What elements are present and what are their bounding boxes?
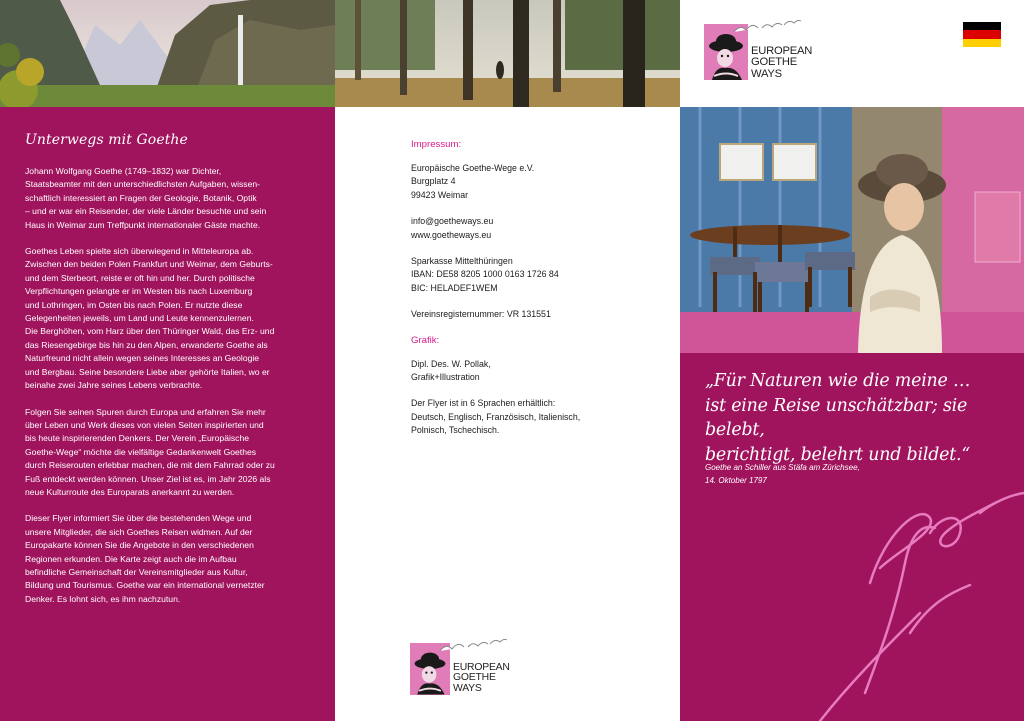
logo-line-goethe: GOETHE [453, 672, 496, 684]
flag-stripe-gold [963, 39, 1001, 47]
flyer-paragraph: Dieser Flyer informiert Sie über die bestehenden Wege und unsere Mitglieder, die sich Goethes Reisen widmen. Auf der Europakarte können Sie die Angebote in den verschiedenen Regionen erkunden. Die Karte zeigt auch die im Aufbau befindliche Gemeinschaft der Vereinsmitglieder aus Kultur, Bildung und Tourismus. Goethe war ein international vernetzter Denker. Es lohnt sich, es ihm nachzutun. [25, 513, 265, 604]
logo-line-ways: WAYS [751, 67, 782, 80]
forest-path-photo [335, 0, 680, 107]
impressum-heading: Impressum: [411, 139, 462, 150]
quote-source: Goethe an Schiller aus Stäfa am Zürichsee, 14. Oktober 1797 [705, 463, 860, 485]
german-flag-icon[interactable] [963, 22, 1001, 47]
quote-panel [680, 353, 1024, 721]
logo-line-goethe: GOETHE [751, 56, 798, 68]
european-goethe-ways-logo-bottom [410, 643, 510, 695]
logo-line-european: EUROPEAN [453, 661, 510, 673]
address-block: Europäische Goethe-Wege e.V. Burgplatz 4 99423 Weimar [411, 163, 535, 200]
grafik-heading: Grafik: [411, 334, 440, 346]
mountain-waterfall-photo [0, 0, 335, 107]
goethe-quote: „Für Naturen wie die meine … ist eine Reise unschätzbar; sie belebt, berichtigt, belehrt und bildet.“ [705, 371, 971, 465]
logo-line-ways: WAYS [453, 683, 482, 695]
register-number: Vereinsregisternummer: VR 131551 [411, 309, 551, 320]
flag-stripe-red [963, 30, 1001, 38]
grafik-credit: Dipl. Des. W. Pollak, Grafik+Illustration [411, 358, 491, 383]
languages-block: Der Flyer ist in 6 Sprachen erhältlich: Deutsch, Englisch, Französisch, Italienisch, Polnisch, Tschechisch. [411, 398, 581, 436]
imprint-panel [335, 107, 680, 721]
birds-icon [438, 637, 508, 659]
goethe-interior-photo [680, 107, 1024, 353]
birds-icon [732, 18, 802, 40]
european-goethe-ways-logo [704, 24, 812, 80]
life-paragraph: Goethes Leben spielte sich überwiegend in Mitteleuropa ab. Zwischen den beiden Polen Frankfurt und Weimar, dem Geburts- und dem Sterbeort, reiste er oft hin und her. Durch politische Verpflichtungen gelangte er im Westen bis nach Luxemburg und Lothringen, im Osten bis nach Polen. Er nutzte diese Gelegenheiten jeweils, um Land und Leute kennenzulernen. Die Berghöhen, vom Harz über den Thüringer Wald, das Erz- und das Riesengebirge bis hin zu den Alpen, erwanderte Goethe als Naturfreund nicht allein wegen seines Interesses an Geologie und Bergbau. Seine besondere Liebe aber gehörte Italien, wo er beinahe zwei Jahre seines Lebens verbrachte. [25, 246, 275, 391]
left-panel [0, 107, 335, 721]
flag-stripe-black [963, 22, 1001, 30]
contact-block: info@goetheways.eu www.goetheways.eu [411, 216, 494, 240]
logo-line-european: EUROPEAN [751, 44, 813, 57]
association-paragraph: Folgen Sie seinen Spuren durch Europa und erfahren Sie mehr über Leben und Werk dieses von vielen Seiten inspirierten und bis heute inspirierenden Denkers. Der Verein „Europäische Goethe-Wege“ möchte die vielfältige Gedankenwelt Goethes durch Reiserouten erlebbar machen, die mit dem Fahrrad oder zu Fuß entdeckt werden können. Unser Ziel ist es, im Jahr 2026 als neue Kulturroute des Europarats anerkannt zu werden. [25, 406, 275, 497]
bank-block: Sparkasse Mittelthüringen IBAN: DE58 8205 1000 0163 1726 84 BIC: HELADEF1WEM [411, 256, 559, 293]
intro-paragraph: Johann Wolfgang Goethe (1749–1832) war Dichter, Staatsbeamter mit den unterschiedlichsten Aufgaben, wissen- schaftlich interessiert an Fragen der Geologie, Botanik, Optik – und er war ein Reisender, der viele Länder besuchte und sein Haus in Weimar zum Treffpunkt internationaler Gäste machte. [25, 166, 267, 230]
section-title: Unterwegs mit Goethe [25, 132, 188, 148]
